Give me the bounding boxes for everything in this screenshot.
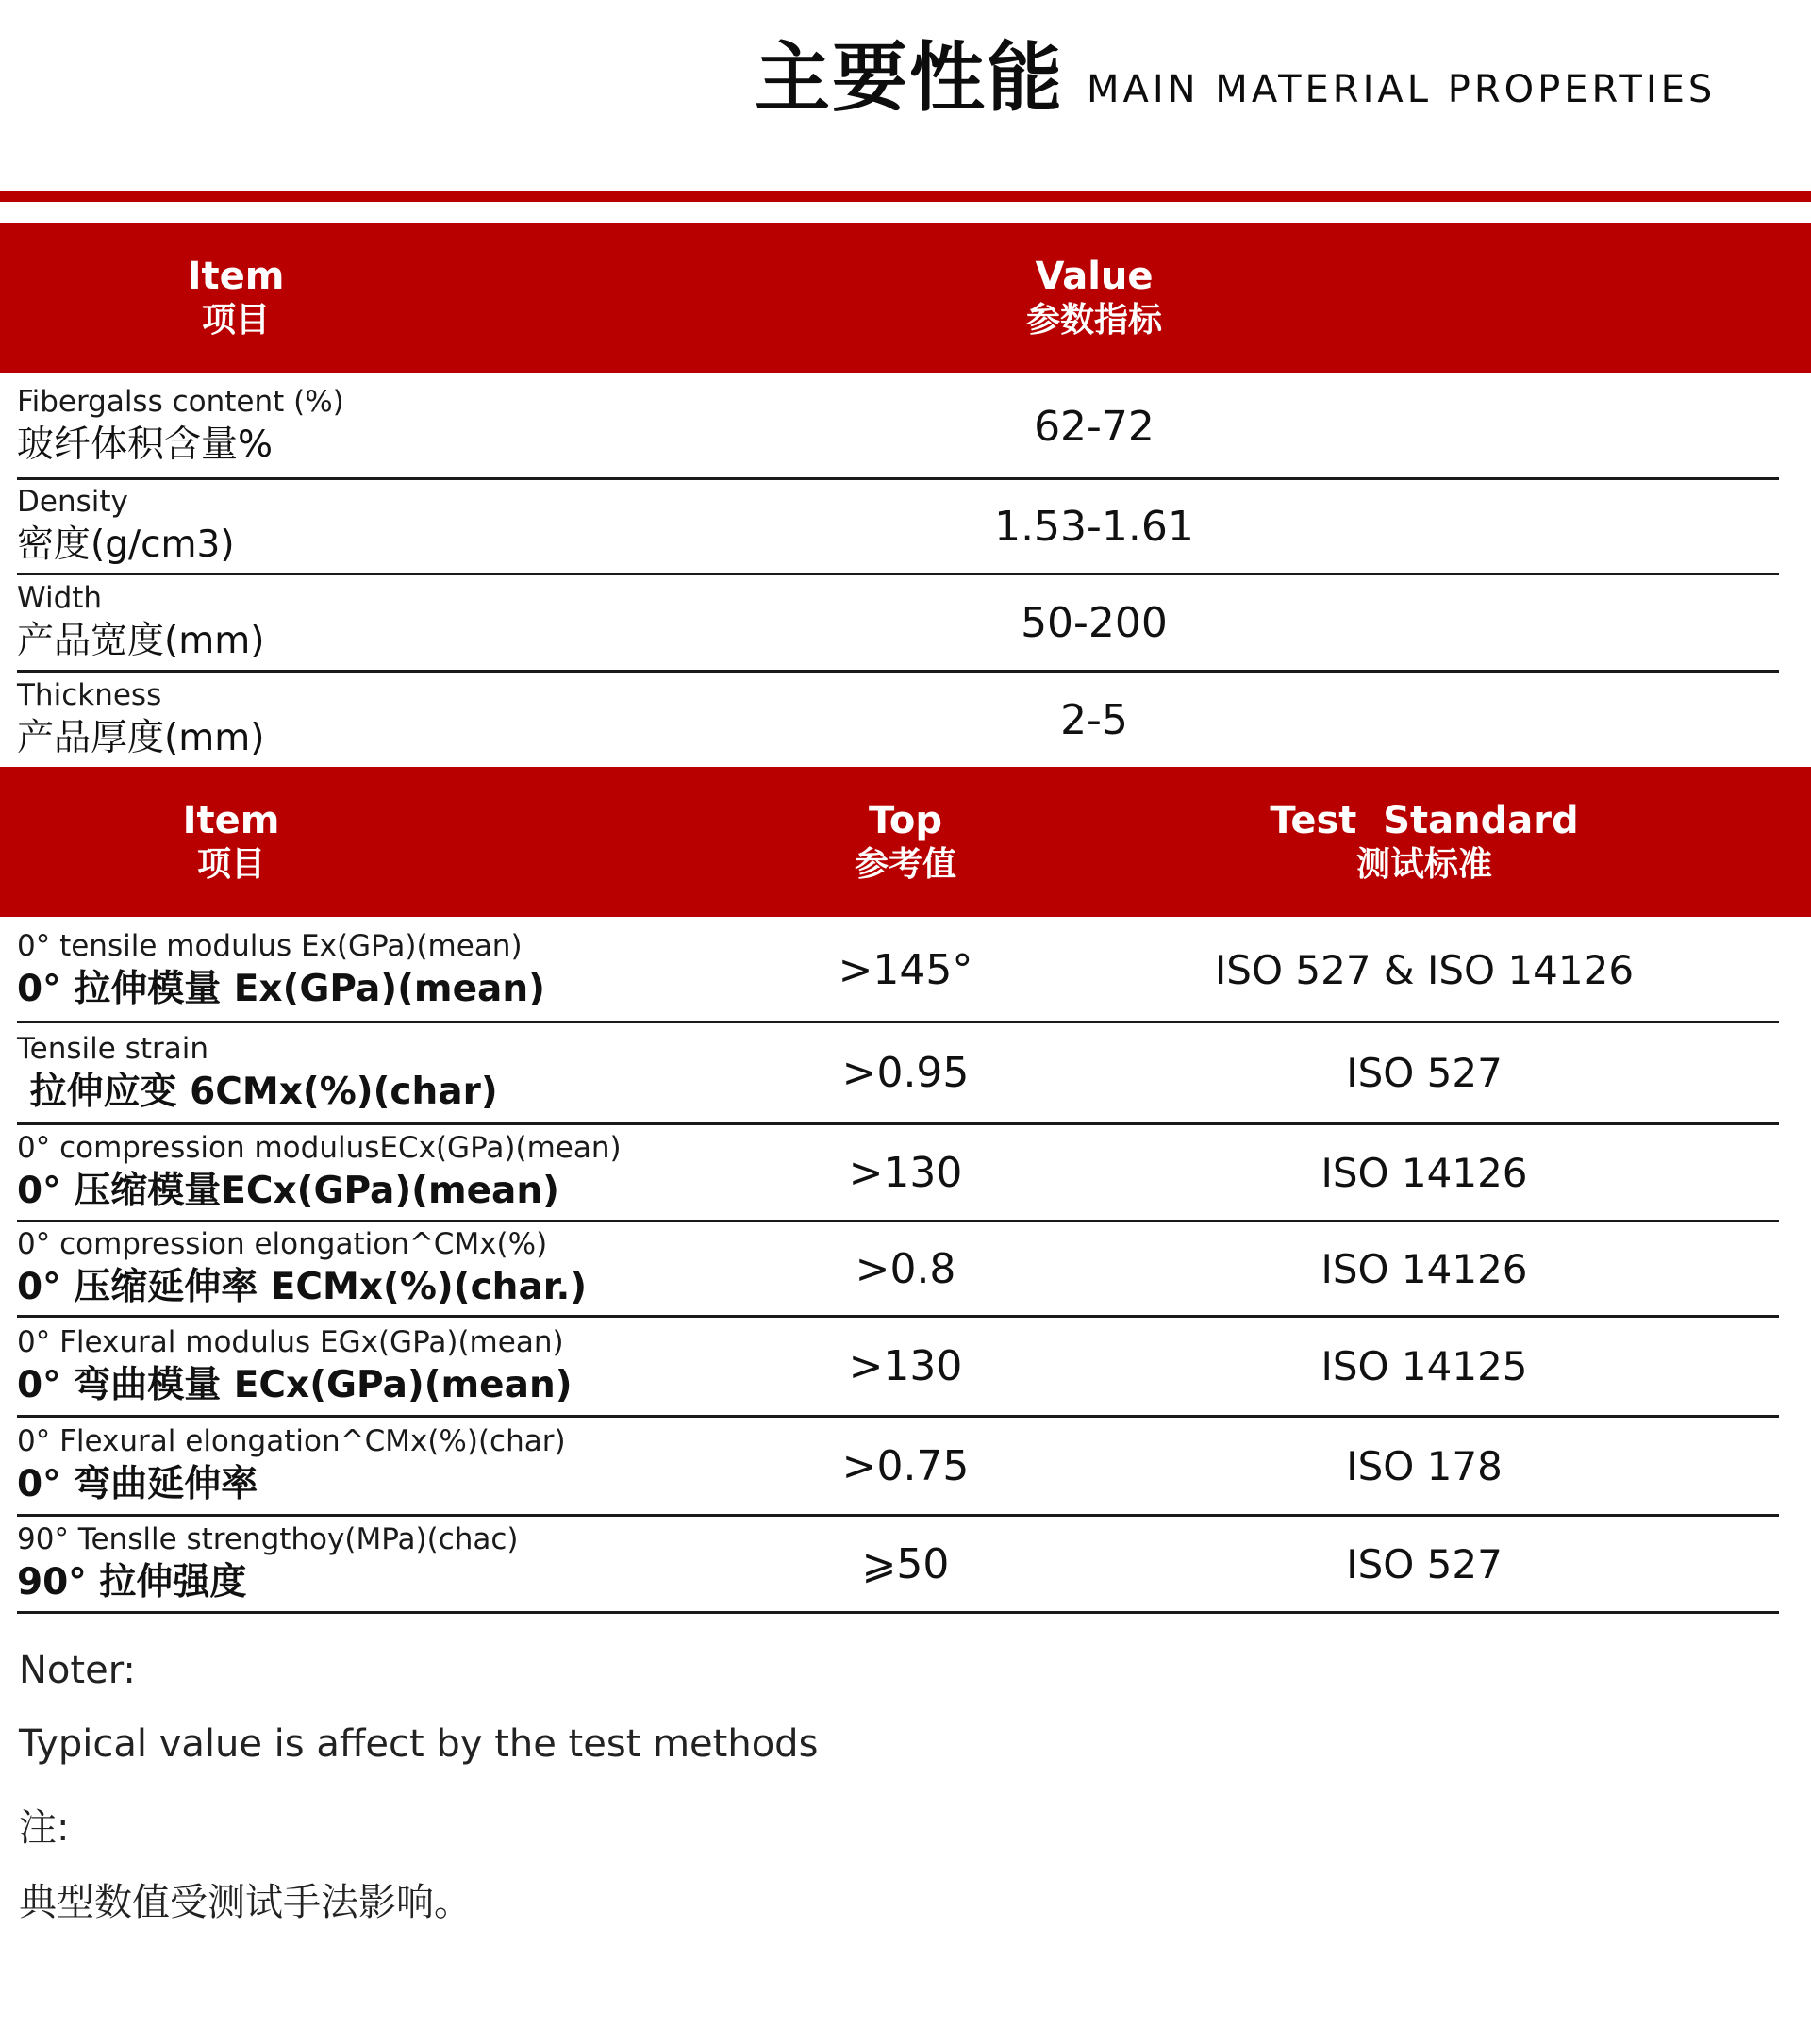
row-top-value: >0.95 <box>841 1049 970 1097</box>
table2-row <box>0 1222 1781 1315</box>
row-standard: ISO 14126 <box>1321 1149 1528 1196</box>
row-label: 0° compression elongation^CMx(%) 0° 压缩延伸率 ECMx(%)(char.) <box>17 1227 588 1308</box>
row-standard: ISO 527 <box>1346 1540 1503 1587</box>
table2-row <box>0 920 1781 1021</box>
row-value: 1.53-1.61 <box>994 502 1194 551</box>
row-top-value: >145° <box>838 946 973 994</box>
table2-header-standard: Test Standard 测试标准 <box>1270 798 1579 884</box>
table2-header-top: Top 参考值 <box>854 798 956 884</box>
row-standard: ISO 527 <box>1346 1050 1503 1096</box>
row-standard: ISO 178 <box>1346 1442 1503 1489</box>
table1-header <box>0 223 1811 373</box>
title-divider <box>0 191 1811 202</box>
row-top-value: >0.8 <box>855 1244 956 1293</box>
table2-row <box>0 1318 1781 1415</box>
table2-row <box>0 1023 1781 1122</box>
title-english: MAIN MATERIAL PROPERTIES <box>1087 68 1717 111</box>
row-label: Tensile strain 拉伸应变 6CMx(%)(char) <box>17 1031 498 1113</box>
note-label-english: Noter: <box>19 1649 136 1692</box>
row-label: Fibergalss content (%) 玻纤体积含量% <box>17 385 344 466</box>
row-standard: ISO 14126 <box>1321 1245 1528 1292</box>
table1-row <box>0 480 1781 573</box>
row-standard: ISO 527 & ISO 14126 <box>1214 947 1635 993</box>
note-label-chinese: 注: <box>19 1806 70 1850</box>
table1-header-value: Value 参数指标 <box>1025 254 1162 340</box>
row-label: 0° tensile modulus Ex(GPa)(mean) 0° 拉伸模量 Ex(GPa)(mean) <box>17 928 545 1010</box>
row-label: Thickness 产品厚度(mm) <box>17 678 265 759</box>
note-text-english: Typical value is affect by the test methods <box>19 1722 819 1766</box>
row-label: 0° Flexural modulus EGx(GPa)(mean) 0° 弯曲模量 ECx(GPa)(mean) <box>17 1324 573 1406</box>
row-label: 0° Flexural elongation^CMx(%)(char) 0° 弯曲延伸率 <box>17 1424 566 1505</box>
note-text-chinese: 典型数值受测试手法影响。 <box>19 1881 472 1924</box>
title-chinese: 主要性能 <box>755 34 1064 122</box>
row-label: Width 产品宽度(mm) <box>17 581 265 662</box>
row-top-value: >130 <box>848 1148 963 1197</box>
row-top-value: ⩾50 <box>861 1539 950 1588</box>
row-value: 2-5 <box>1060 695 1128 744</box>
table1-row <box>0 375 1781 477</box>
row-label: 0° compression modulusECx(GPa)(mean) 0° 压缩模量ECx(GPa)(mean) <box>17 1131 622 1212</box>
row-top-value: >0.75 <box>841 1441 970 1490</box>
row-label: Density 密度(g/cm3) <box>17 485 235 566</box>
table1-header-item: Item 项目 <box>187 254 285 340</box>
table2-row <box>0 1517 1781 1611</box>
row-value: 62-72 <box>1034 402 1155 451</box>
row-divider <box>17 1611 1779 1614</box>
table1-row <box>0 673 1781 767</box>
row-standard: ISO 14125 <box>1321 1343 1528 1389</box>
row-label: 90° Tenslle strengthoy(MPa)(chac) 90° 拉伸强度 <box>17 1522 519 1604</box>
table2-row <box>0 1125 1781 1220</box>
table2-header-item: Item 项目 <box>182 798 280 884</box>
table2-header <box>0 767 1811 917</box>
table1-row <box>0 575 1781 670</box>
row-value: 50-200 <box>1021 598 1168 647</box>
row-top-value: >130 <box>848 1342 963 1390</box>
page-title <box>755 28 1716 123</box>
table2-row <box>0 1418 1781 1514</box>
